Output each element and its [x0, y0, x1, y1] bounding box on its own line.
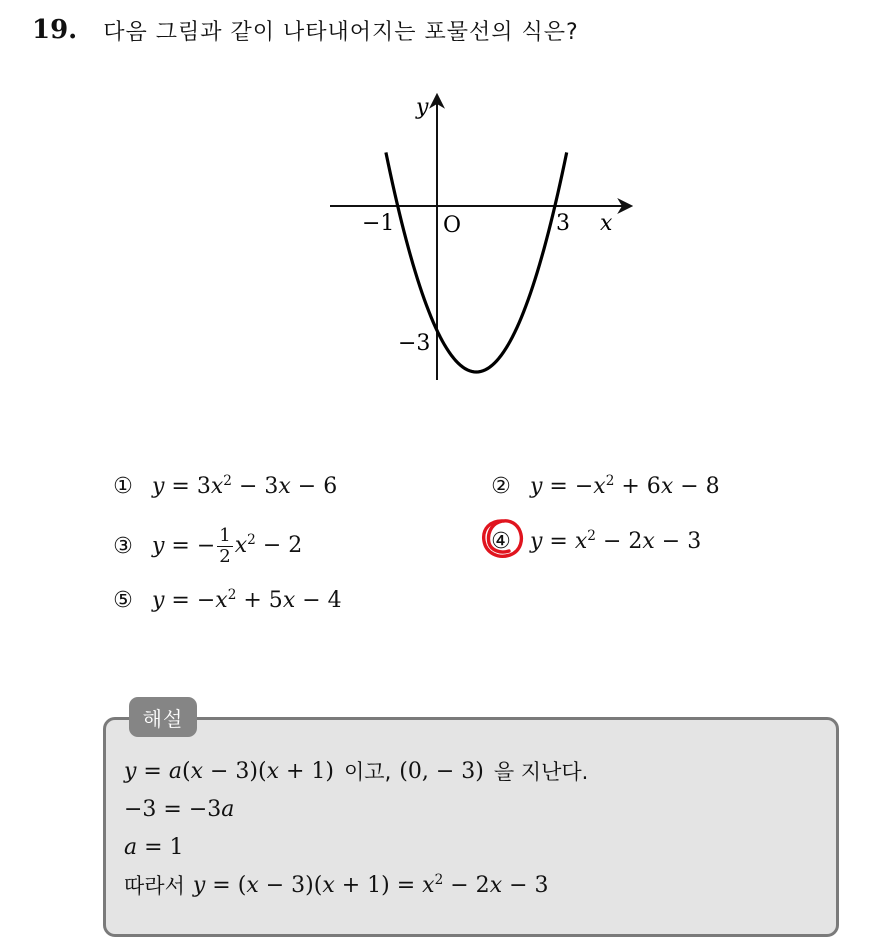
choice-expression: $y = 3x^2 - 3x - 6$	[152, 472, 338, 499]
choice-1[interactable]	[110, 466, 337, 506]
choice-number: ⑤	[113, 587, 133, 613]
choice-2[interactable]	[488, 466, 720, 506]
x-axis-label: x	[600, 211, 613, 236]
root-left-label: −1	[362, 211, 395, 236]
choice-number: ④	[491, 528, 511, 554]
choice-number: ①	[113, 473, 133, 499]
fraction: $\frac{1}{2}$	[219, 524, 231, 567]
choice-expression: y = − $\frac{1}{2}$ $x^2 - 2$	[152, 524, 303, 567]
choice-expression: $y = x^2 - 2x - 3$	[530, 527, 702, 554]
question-header	[32, 12, 579, 48]
choice-expression: $y = -x^2 + 5x - 4$	[152, 586, 342, 613]
root-right-label: 3	[556, 211, 570, 236]
question-text: 다음 그림과 같이 나타내어지는 포물선의 식은?	[103, 19, 579, 45]
question-number: 19.	[32, 15, 78, 45]
solution-line-3: a = 1	[124, 834, 184, 860]
solution-line-1: y = a(x − 3)(x + 1) 이고, (0, − 3) 을 지난다.	[124, 758, 589, 784]
solution-line-4: 따라서 $y = (x - 3)(x + 1) = x^2 - 2x - 3$	[124, 871, 549, 898]
y-axis-label: y	[416, 95, 429, 120]
choice-number: ③	[113, 533, 133, 559]
choice-number: ②	[491, 473, 511, 499]
choice-expression: $y = -x^2 + 6x - 8$	[530, 472, 720, 499]
solution-box	[103, 717, 839, 937]
choice-3[interactable]	[110, 521, 302, 571]
solution-line-2: −3 = −3a	[124, 796, 235, 822]
answer-mark-circle	[478, 514, 528, 564]
origin-label: O	[443, 213, 462, 238]
solution-label: 해설	[129, 697, 197, 737]
parabola-graph	[322, 88, 642, 388]
y-intercept-label: −3	[398, 331, 431, 356]
choice-5[interactable]	[110, 580, 342, 620]
